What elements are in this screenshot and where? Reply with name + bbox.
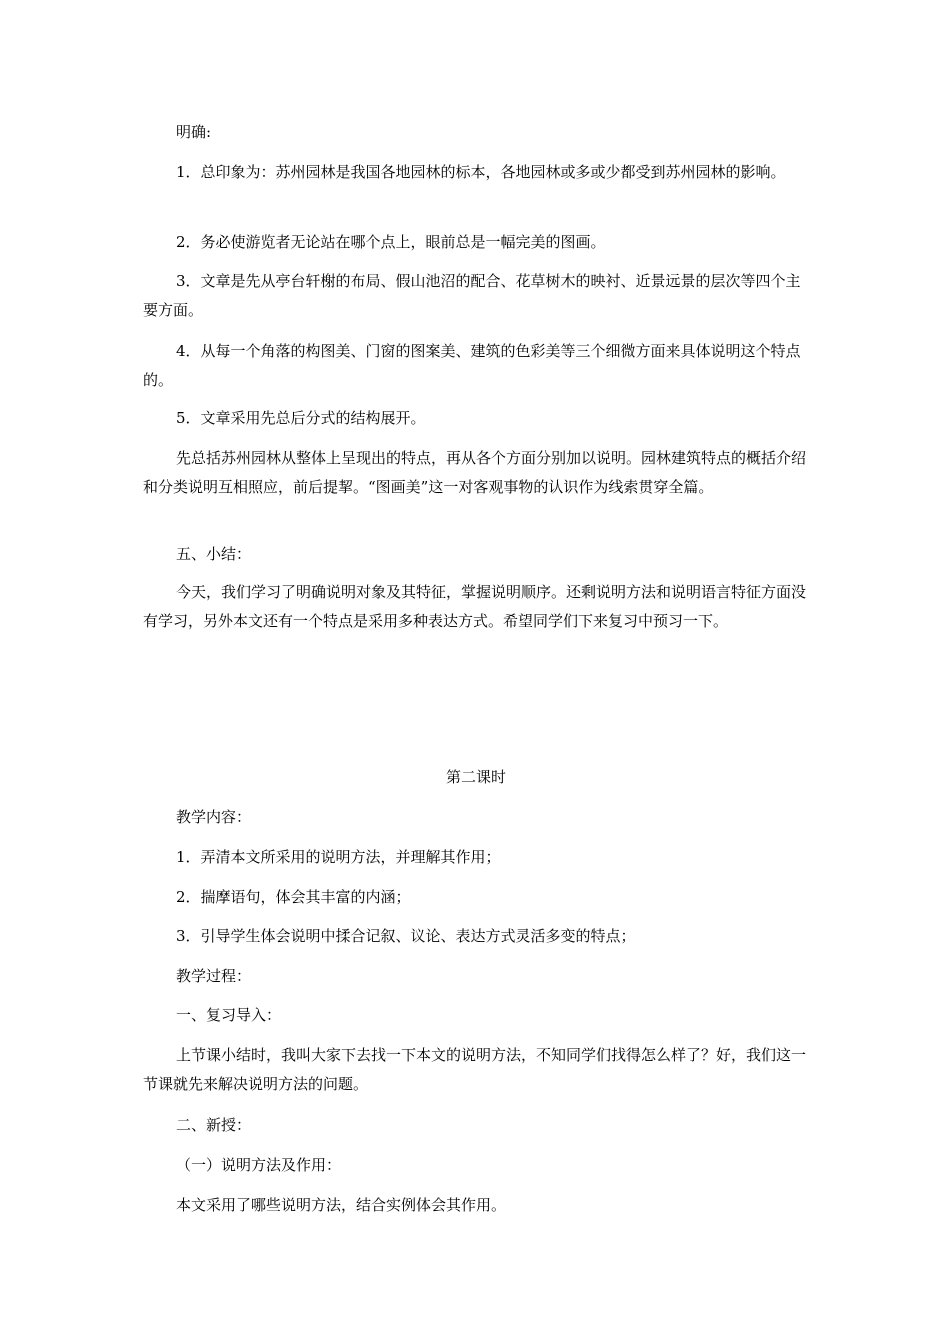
summary-heading: 五、小结： xyxy=(176,545,252,563)
review-heading: 一、复习导入： xyxy=(176,1006,282,1024)
content-heading: 教学内容： xyxy=(176,808,252,826)
lesson-title: 第二课时 xyxy=(445,768,506,786)
method-question: 本文采用了哪些说明方法，结合实例体会其作用。 xyxy=(176,1196,507,1214)
process-heading: 教学过程： xyxy=(176,967,252,985)
answer-item-1: 1．总印象为：苏州园林是我国各地园林的标本，各地园林或多或少都受到苏州园林的影响。 xyxy=(176,163,786,181)
method-subheading: （一）说明方法及作用： xyxy=(176,1156,342,1174)
content-item-2: 2．揣摩语句，体会其丰富的内涵； xyxy=(176,888,411,906)
structure-explanation: 先总括苏州园林从整体上呈现出的特点，再从各个方面分别加以说明。园林建筑特点的概括介绍和分类说明互相照应，前后提挈。“图画美”这一对客观事物的认识作为线索贯穿全篇。 xyxy=(143,449,807,496)
content-item-1: 1．弄清本文所采用的说明方法，并理解其作用； xyxy=(176,848,501,866)
new-lesson-heading: 二、新授： xyxy=(176,1116,252,1134)
summary-paragraph: 今天，我们学习了明确说明对象及其特征，掌握说明顺序。还剩说明方法和说明语言特征方面没有学习，另外本文还有一个特点是采用多种表达方式。希望同学们下来复习中预习一下。 xyxy=(143,583,807,630)
answer-item-4: 4．从每一个角落的构图美、门窗的图案美、建筑的色彩美等三个细微方面来具体说明这个特点的。 xyxy=(143,342,801,389)
answer-item-5: 5．文章采用先总后分式的结构展开。 xyxy=(176,409,426,427)
answer-item-2: 2．务必使游览者无论站在哪个点上，眼前总是一幅完美的图画。 xyxy=(176,233,606,251)
answer-item-3: 3．文章是先从亭台轩榭的布局、假山池沼的配合、花草树木的映衬、近景远景的层次等四个主要方面。 xyxy=(143,272,801,319)
review-paragraph: 上节课小结时，我叫大家下去找一下本文的说明方法，不知同学们找得怎么样了？好，我们这一节课就先来解决说明方法的问题。 xyxy=(143,1046,807,1093)
content-item-3: 3．引导学生体会说明中揉合记叙、议论、表达方式灵活多变的特点； xyxy=(176,927,636,945)
answer-label: 明确: xyxy=(176,123,212,141)
